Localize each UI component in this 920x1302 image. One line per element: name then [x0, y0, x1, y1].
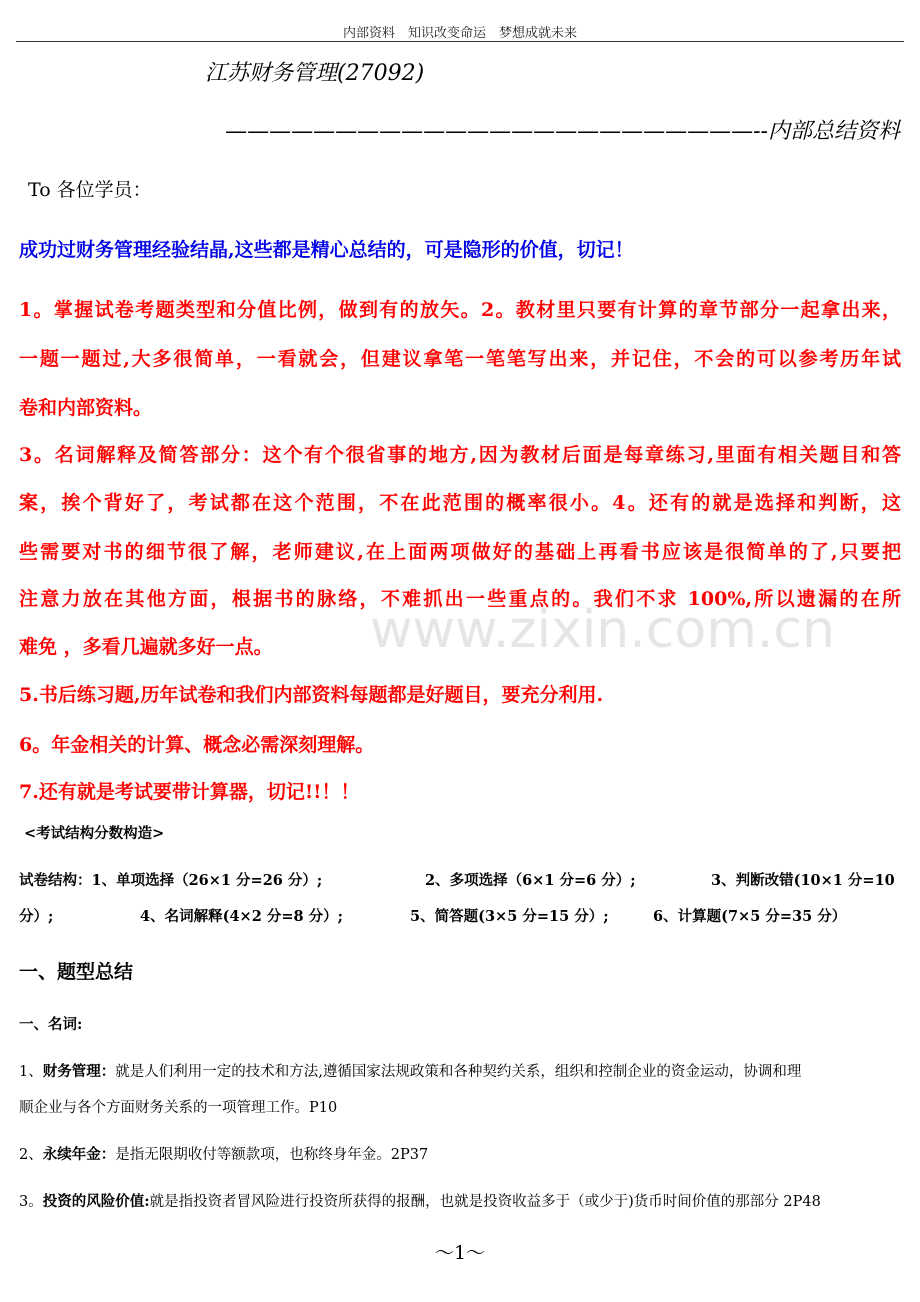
document-title: 江苏财务管理(27092)	[205, 61, 425, 86]
tip-line: 案，挨个背好了，考试都在这个范围，不在此范围的概率很小。4。还有的就是选择和判断，这	[19, 492, 901, 514]
term-definition: 是指无限期收付等额款项，也称终身年金。2P37	[115, 1147, 429, 1163]
section-title: 一、题型总结	[19, 961, 134, 983]
tip-line: 7.还有就是考试要带计算器，切记!!！！	[19, 781, 360, 803]
exam-structure-item: 分）;	[19, 908, 54, 925]
exam-structure-item: 2、多项选择（6×1 分=6 分）;	[425, 872, 636, 889]
term-number: 3。	[19, 1194, 43, 1210]
page-header: 内部资料 知识改变命运 梦想成就未来	[342, 26, 577, 41]
tip-line: 些需要对书的细节很了解，老师建议,在上面两项做好的基础上再看书应该是很简单的了,只要把	[19, 541, 901, 563]
term-number: 2、	[19, 1147, 43, 1163]
page-number: ～1～	[434, 1242, 486, 1264]
tip-line: 3。名词解释及简答部分：这个有个很省事的地方,因为教材后面是每章练习,里面有相关题目和答	[19, 444, 901, 466]
exam-structure-item: 3、判断改错(10×1 分=10	[711, 872, 895, 889]
header-divider	[16, 41, 904, 42]
tip-line: 6。年金相关的计算、概念必需深刻理解。	[19, 734, 375, 756]
watermark: www.zixin.com.cn	[370, 600, 835, 660]
exam-structure-item: 6、计算题(7×5 分=35 分）	[653, 908, 847, 925]
term-name: 永续年金：	[42, 1146, 116, 1163]
term-definition: 就是指投资者冒风险进行投资所获得的报酬，也就是投资收益多于（或少于)货币时间价值的那部分 2P48	[149, 1194, 821, 1210]
greeting: To 各位学员：	[28, 179, 152, 201]
term-name: 财务管理：	[42, 1063, 116, 1080]
tip-line: 卷和内部资料。	[19, 397, 153, 419]
term-definition: 就是人们利用一定的技术和方法,遵循国家法规政策和各种契约关系，组织和控制企业的资金运动，协调和理	[115, 1064, 802, 1080]
term-entry	[19, 1143, 428, 1164]
term-name: 投资的风险价值:	[42, 1193, 150, 1210]
exam-structure-item: 5、简答题(3×5 分=15 分）;	[410, 908, 609, 925]
term-definition-cont: 顺企业与各个方面财务关系的一项管理工作。P10	[19, 1100, 338, 1116]
tip-line: 1。掌握试卷考题类型和分值比例，做到有的放矢。2。教材里只要有计算的章节部分一起拿出来，	[19, 299, 901, 321]
tip-line: 5.书后练习题,历年试卷和我们内部资料每题都是好题目，要充分利用.	[19, 684, 604, 706]
tip-line: 难免 ，多看几遍就多好一点。	[19, 636, 273, 658]
subsection-heading: 一、名词:	[19, 1016, 83, 1033]
term-entry	[19, 1190, 821, 1211]
tip-line: 注意力放在其他方面，根据书的脉络，不难抓出一些重点的。我们不求 100%,所以遗漏的在所	[19, 588, 901, 610]
term-number: 1、	[19, 1064, 43, 1080]
tip-line: 一题一题过,大多很简单，一看就会，但建议拿笔一笔笔写出来，并记住，不会的可以参考历年试	[19, 348, 901, 370]
intro-line: 成功过财务管理经验结晶,这些都是精心总结的，可是隐形的价值，切记！	[19, 239, 634, 261]
exam-structure-item: 4、名词解释(4×2 分=8 分）;	[140, 908, 343, 925]
exam-structure-item: 试卷结构：1、单项选择（26×1 分=26 分）;	[19, 872, 323, 889]
term-entry	[19, 1060, 801, 1081]
document-subtitle: ————————————————————————--内部总结资料	[225, 119, 900, 144]
exam-structure-heading: <考试结构分数构造>	[24, 825, 165, 842]
